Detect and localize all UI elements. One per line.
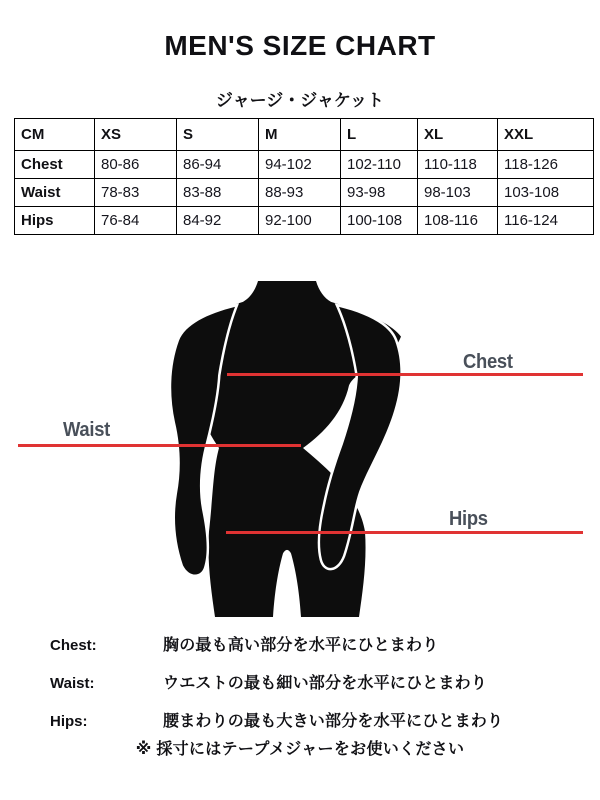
waist-l-value: 93-98: [341, 179, 418, 207]
table-row-chest: [15, 151, 594, 179]
note-label-waist: Waist:: [50, 675, 95, 692]
chest-xl-value: 110-118: [418, 151, 498, 179]
column-header-m: M: [259, 119, 341, 151]
note-text-chest: 胸の最も高い部分を水平にひとまわり: [163, 637, 439, 654]
column-header-l: L: [341, 119, 418, 151]
hips-l-value: 100-108: [341, 207, 418, 235]
column-header-xs: XS: [95, 119, 177, 151]
note-row-chest: [50, 632, 570, 655]
table-row-hips: [15, 207, 594, 235]
subtitle: ジャージ・ジャケット: [215, 91, 385, 110]
table-row-waist: [15, 179, 594, 207]
note-text-hips: 腰まわりの最も大きい部分を水平にひとまわり: [163, 713, 504, 730]
waist-s-value: 83-88: [177, 179, 259, 207]
hips-label: Hips: [449, 508, 488, 530]
note-label-hips: Hips:: [50, 713, 88, 730]
measurement-figure: [0, 260, 600, 630]
note-row-hips: [50, 708, 570, 731]
chest-xxl-value: 118-126: [498, 151, 594, 179]
note-label-chest: Chest:: [50, 637, 97, 654]
tape-measure-footnote: ※ 採寸にはテープメジャーをお使いください: [135, 741, 465, 758]
note-row-waist: [50, 670, 570, 693]
column-header-xxl: XXL: [498, 119, 594, 151]
column-header-cm: CM: [15, 119, 95, 151]
chest-measure-line: [227, 373, 583, 376]
chest-xs-value: 80-86: [95, 151, 177, 179]
measurement-notes: [50, 632, 570, 746]
hips-xl-value: 108-116: [418, 207, 498, 235]
hips-xs-value: 76-84: [95, 207, 177, 235]
waist-xl-value: 98-103: [418, 179, 498, 207]
size-table-header-row: [15, 119, 594, 151]
row-label-hips: Hips: [15, 207, 95, 235]
waist-xs-value: 78-83: [95, 179, 177, 207]
chest-l-value: 102-110: [341, 151, 418, 179]
row-label-chest: Chest: [15, 151, 95, 179]
row-label-waist: Waist: [15, 179, 95, 207]
size-table: [14, 118, 594, 235]
chest-m-value: 94-102: [259, 151, 341, 179]
page-title: MEN'S SIZE CHART: [164, 30, 436, 61]
column-header-s: S: [177, 119, 259, 151]
waist-m-value: 88-93: [259, 179, 341, 207]
hips-s-value: 84-92: [177, 207, 259, 235]
waist-measure-line: [18, 444, 301, 447]
waist-xxl-value: 103-108: [498, 179, 594, 207]
waist-label: Waist: [63, 419, 111, 441]
hips-xxl-value: 116-124: [498, 207, 594, 235]
chest-s-value: 86-94: [177, 151, 259, 179]
hips-measure-line: [226, 531, 583, 534]
chest-label: Chest: [463, 351, 513, 373]
male-body-silhouette: [137, 281, 457, 619]
hips-m-value: 92-100: [259, 207, 341, 235]
column-header-xl: XL: [418, 119, 498, 151]
note-text-waist: ウエストの最も細い部分を水平にひとまわり: [163, 675, 488, 692]
